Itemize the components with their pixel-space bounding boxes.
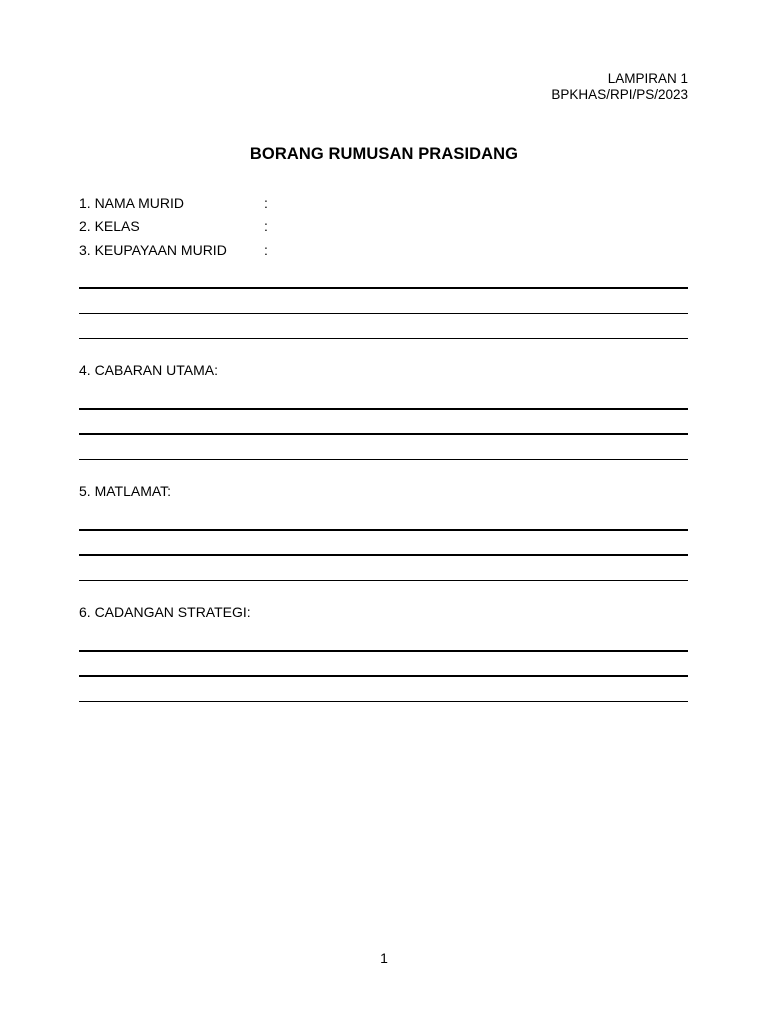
writing-line bbox=[79, 580, 688, 581]
field-class bbox=[79, 218, 268, 234]
writing-line bbox=[79, 433, 688, 435]
writing-line bbox=[79, 408, 688, 410]
field-colon: : bbox=[264, 195, 268, 211]
writing-line bbox=[79, 554, 688, 556]
field-student-name bbox=[79, 195, 268, 211]
section-main-challenge: 4. CABARAN UTAMA: bbox=[79, 362, 218, 378]
writing-line bbox=[79, 313, 688, 314]
field-student-ability bbox=[79, 242, 268, 258]
attachment-label: LAMPIRAN 1 bbox=[607, 71, 688, 86]
writing-line bbox=[79, 675, 688, 677]
section-goal: 5. MATLAMAT: bbox=[79, 483, 172, 499]
field-colon: : bbox=[264, 218, 268, 234]
section-strategy-suggestion: 6. CADANGAN STRATEGI: bbox=[79, 604, 251, 620]
writing-line bbox=[79, 650, 688, 652]
writing-line bbox=[79, 287, 688, 289]
page-number: 1 bbox=[380, 950, 388, 966]
writing-line bbox=[79, 701, 688, 702]
field-colon: : bbox=[264, 242, 268, 258]
document-reference bbox=[551, 71, 688, 103]
field-label: 3. KEUPAYAAN MURID bbox=[79, 242, 227, 258]
field-label: 2. KELAS bbox=[79, 218, 140, 234]
writing-line bbox=[79, 529, 688, 531]
writing-line bbox=[79, 338, 688, 339]
form-title: BORANG RUMUSAN PRASIDANG bbox=[249, 145, 519, 163]
field-label: 1. NAMA MURID bbox=[79, 195, 185, 211]
reference-code: BPKHAS/RPI/PS/2023 bbox=[551, 87, 688, 102]
writing-line bbox=[79, 459, 688, 460]
